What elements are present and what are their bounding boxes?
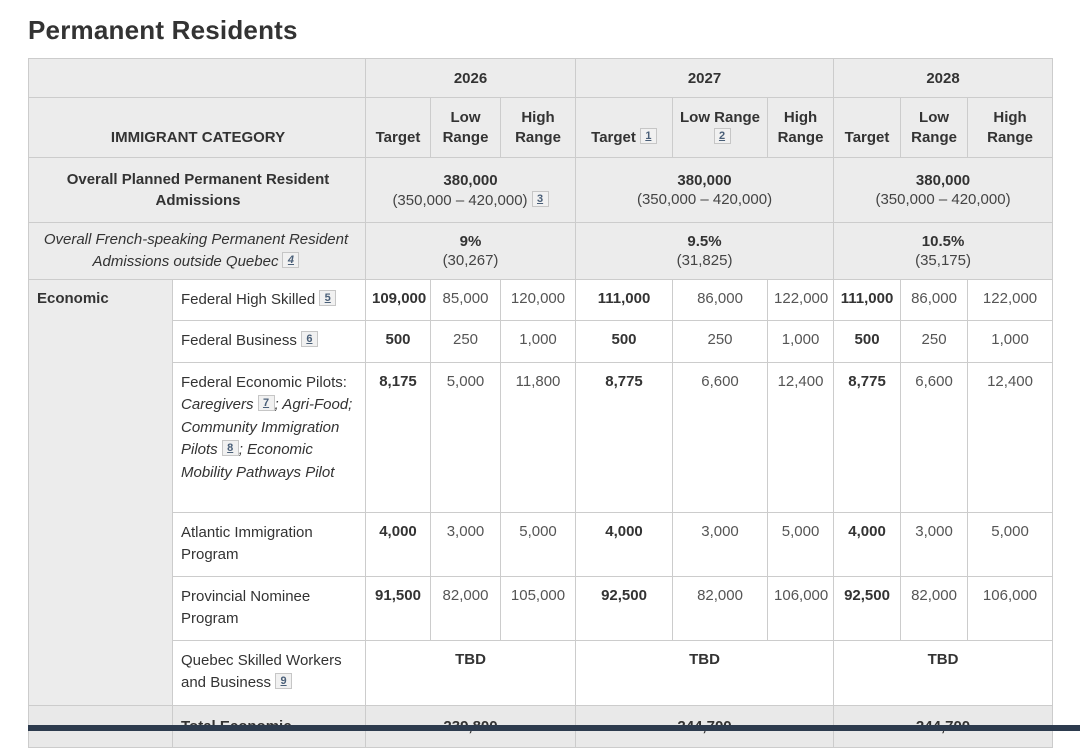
value-cell: 250 <box>901 321 968 363</box>
row-label-atlantic-immigration: Atlantic Immigration Program <box>173 512 366 576</box>
col-header-target-2027 <box>576 98 673 158</box>
target-label: Target <box>591 128 636 146</box>
overall-target-2028: 380,000 <box>915 172 971 189</box>
col-header-target-2028 <box>834 98 901 158</box>
immigrant-category-header: IMMIGRANT CATEGORY <box>29 98 366 158</box>
value-cell: 250 <box>431 321 501 363</box>
french-pct-2027: 9.5% <box>687 232 722 250</box>
high-range-label: High Range <box>987 109 1033 146</box>
value-cell: 1,000 <box>768 321 834 363</box>
value-cell: 106,000 <box>768 576 834 640</box>
value-cell: 82,000 <box>901 576 968 640</box>
footnote-link-1[interactable]: 1 <box>640 128 657 144</box>
value-cell <box>834 158 1053 223</box>
footnote-link-2[interactable]: 2 <box>714 128 731 144</box>
value-cell: TBD <box>366 640 576 705</box>
label-italic: Caregivers <box>181 396 254 413</box>
value-cell: 1,000 <box>968 321 1053 363</box>
economic-group-cell: Economic <box>29 279 173 705</box>
value-cell: 82,000 <box>431 576 501 640</box>
footnote-link-6[interactable]: 6 <box>301 331 318 347</box>
col-header-high-2028 <box>968 98 1053 158</box>
col-header-high-2026 <box>501 98 576 158</box>
french-abs-2026: (30,267) <box>442 251 499 269</box>
low-range-label: Low Range <box>442 109 489 146</box>
value-cell: 3,000 <box>431 512 501 576</box>
value-cell: 92,500 <box>834 576 901 640</box>
row-overall-planned-admissions <box>29 158 1053 223</box>
value-cell: 4,000 <box>576 512 673 576</box>
row-federal-business <box>29 321 1053 363</box>
row-label-quebec-skilled-workers <box>173 640 366 705</box>
value-cell: 85,000 <box>431 279 501 321</box>
col-header-low-2027 <box>673 98 768 158</box>
value-cell: 12,400 <box>968 362 1053 512</box>
value-cell: TBD <box>834 640 1053 705</box>
row-provincial-nominee-program <box>29 576 1053 640</box>
overall-target-2027: 380,000 <box>677 172 732 189</box>
value-cell: 120,000 <box>501 279 576 321</box>
col-header-target-2026 <box>366 98 431 158</box>
value-cell: 92,500 <box>576 576 673 640</box>
value-cell: 6,600 <box>901 362 968 512</box>
row-label-federal-high-skilled <box>173 279 366 321</box>
value-cell: 122,000 <box>768 279 834 321</box>
value-cell: 122,000 <box>968 279 1053 321</box>
low-range-label: Low Range <box>680 109 761 126</box>
value-cell: 86,000 <box>901 279 968 321</box>
year-header-2026: 2026 <box>366 59 576 98</box>
value-cell: 6,600 <box>673 362 768 512</box>
overall-target-2026: 380,000 <box>443 171 498 189</box>
french-pct-2028: 10.5% <box>921 232 965 250</box>
blank-header-cell <box>29 59 366 98</box>
row-label-federal-economic-pilots <box>173 362 366 512</box>
overall-range-2028: (350,000 – 420,000) <box>875 191 1011 208</box>
french-abs-2027: (31,825) <box>676 251 733 269</box>
col-header-low-2028 <box>901 98 968 158</box>
value-cell: 111,000 <box>834 279 901 321</box>
row-label-overall-planned: Overall Planned Permanent Resident Admissions <box>29 158 366 223</box>
value-cell: 8,775 <box>834 362 901 512</box>
row-federal-high-skilled <box>29 279 1053 321</box>
permanent-residents-table <box>28 58 1053 748</box>
row-label-french-speaking <box>29 223 366 280</box>
value-cell: 4,000 <box>366 512 431 576</box>
label-text: Federal High Skilled <box>181 290 316 308</box>
year-header-2027: 2027 <box>576 59 834 98</box>
value-cell <box>576 223 834 280</box>
target-label: Target <box>844 128 890 146</box>
value-cell: 5,000 <box>768 512 834 576</box>
value-cell: 91,500 <box>366 576 431 640</box>
value-cell: 1,000 <box>501 321 576 363</box>
footnote-link-7[interactable]: 7 <box>258 395 275 411</box>
french-label-text: Overall French-speaking Permanent Resident Admissions outside Quebec <box>43 231 349 270</box>
value-cell <box>366 223 576 280</box>
row-federal-economic-pilots <box>29 362 1053 512</box>
row-atlantic-immigration-program <box>29 512 1053 576</box>
footnote-link-8[interactable]: 8 <box>222 440 239 456</box>
value-cell: 105,000 <box>501 576 576 640</box>
value-cell: 109,000 <box>366 279 431 321</box>
value-cell <box>834 223 1053 280</box>
value-cell <box>366 158 576 223</box>
column-header-row <box>29 98 1053 158</box>
year-header-2028: 2028 <box>834 59 1053 98</box>
footnote-link-9[interactable]: 9 <box>275 673 292 689</box>
value-cell: 4,000 <box>834 512 901 576</box>
footnote-link-4[interactable]: 4 <box>282 252 299 268</box>
bottom-accent-bar <box>28 725 1080 731</box>
value-cell: 82,000 <box>673 576 768 640</box>
value-cell: 5,000 <box>501 512 576 576</box>
value-cell: 106,000 <box>968 576 1053 640</box>
row-french-speaking-admissions <box>29 223 1053 280</box>
value-cell <box>576 158 834 223</box>
year-header-row <box>29 59 1053 98</box>
high-range-label: High Range <box>777 109 824 146</box>
low-range-label: Low Range <box>911 109 957 146</box>
value-cell: 500 <box>576 321 673 363</box>
row-label-provincial-nominee: Provincial Nominee Program <box>173 576 366 640</box>
col-header-low-2026 <box>431 98 501 158</box>
value-cell: 5,000 <box>431 362 501 512</box>
footnote-link-5[interactable]: 5 <box>319 290 336 306</box>
value-cell: 8,775 <box>576 362 673 512</box>
french-abs-2028: (35,175) <box>915 251 971 269</box>
value-cell: 500 <box>366 321 431 363</box>
label-italic: ; Agri-Food; Community Immigration Pilots <box>181 396 353 458</box>
value-cell: 3,000 <box>673 512 768 576</box>
value-cell: 11,800 <box>501 362 576 512</box>
label-text: Federal Economic Pilots: <box>181 373 347 391</box>
value-cell: 250 <box>673 321 768 363</box>
value-cell: 5,000 <box>968 512 1053 576</box>
page-title: Permanent Residents <box>28 15 298 45</box>
value-cell: 111,000 <box>576 279 673 321</box>
row-label-federal-business <box>173 321 366 363</box>
label-text: Federal Business <box>181 332 297 349</box>
target-label: Target <box>375 128 421 146</box>
value-cell: 8,175 <box>366 362 431 512</box>
value-cell: TBD <box>576 640 834 705</box>
value-cell: 86,000 <box>673 279 768 321</box>
value-cell: 3,000 <box>901 512 968 576</box>
row-quebec-skilled-workers <box>29 640 1053 705</box>
value-cell: 12,400 <box>768 362 834 512</box>
overall-range-2026: (350,000 – 420,000) <box>392 191 528 209</box>
high-range-label: High Range <box>515 109 561 146</box>
col-header-high-2027 <box>768 98 834 158</box>
value-cell: 500 <box>834 321 901 363</box>
label-text: Quebec Skilled Workers and Business <box>181 651 342 691</box>
overall-range-2027: (350,000 – 420,000) <box>636 191 773 208</box>
label-italic: ; Economic Mobility Pathways Pilot <box>181 441 335 481</box>
footnote-link-3[interactable]: 3 <box>532 191 549 207</box>
french-pct-2026: 9% <box>459 232 482 250</box>
